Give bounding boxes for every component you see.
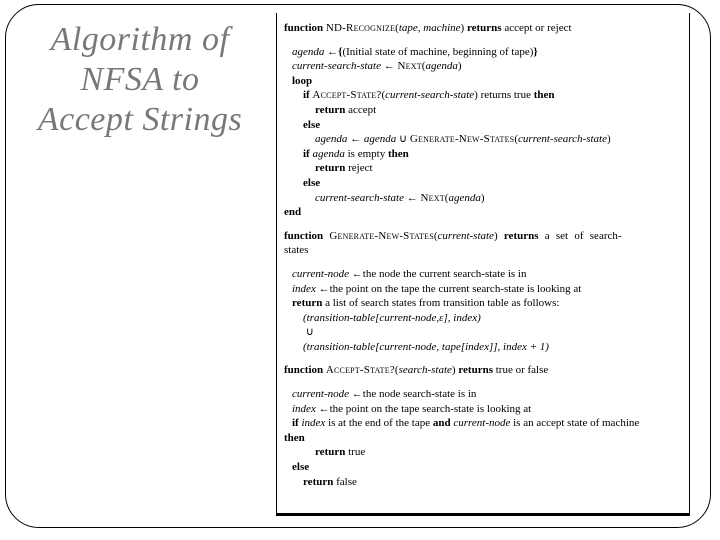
code-line bbox=[292, 267, 684, 282]
algorithm-box bbox=[276, 13, 690, 516]
code-segment: current-search-state bbox=[385, 89, 475, 102]
code-line bbox=[303, 311, 684, 326]
slide-title bbox=[12, 20, 268, 140]
code-segment: then bbox=[284, 431, 305, 444]
title-line: Accept Strings bbox=[37, 101, 243, 138]
code-line bbox=[292, 387, 684, 402]
code-line bbox=[303, 88, 684, 103]
title-line: NFSA to bbox=[80, 61, 200, 98]
code-line bbox=[292, 416, 684, 431]
code-segment: is an accept state of machine bbox=[510, 417, 640, 430]
code-line bbox=[292, 402, 684, 417]
code-segment: Next bbox=[420, 191, 445, 204]
code-line bbox=[284, 243, 684, 258]
code-segment: else bbox=[292, 461, 310, 474]
code-segment: ← bbox=[381, 60, 398, 73]
code-segment: agenda bbox=[292, 45, 325, 58]
code-segment: current-search-state bbox=[518, 133, 607, 146]
code-segment: index bbox=[292, 282, 316, 295]
code-line bbox=[292, 282, 684, 297]
code-segment: false bbox=[336, 475, 357, 488]
code-segment: end bbox=[284, 206, 302, 219]
code-line bbox=[315, 132, 684, 147]
code-segment: current-search-state bbox=[292, 60, 381, 73]
code-segment: and bbox=[432, 417, 451, 430]
code-segment: current-state bbox=[437, 229, 494, 242]
code-segment: Generate-New-States bbox=[329, 229, 434, 242]
code-segment: if bbox=[303, 89, 313, 102]
code-line bbox=[284, 205, 684, 220]
code-segment: (transition-table[current-node, tape[index]], index + 1) bbox=[303, 340, 549, 353]
code-line bbox=[292, 45, 684, 60]
code-segment: if bbox=[292, 417, 302, 430]
title-line: Algorithm of bbox=[50, 21, 230, 58]
code-segment: else bbox=[303, 118, 321, 131]
code-segment: ∪ bbox=[396, 133, 410, 146]
code-line bbox=[284, 229, 684, 244]
code-segment: agenda bbox=[448, 191, 481, 204]
code-line bbox=[303, 475, 684, 490]
code-line bbox=[303, 176, 684, 191]
code-segment: ) bbox=[480, 191, 485, 204]
code-segment: agenda bbox=[312, 147, 345, 160]
code-segment: ← bbox=[404, 191, 421, 204]
code-segment: agenda bbox=[315, 133, 348, 146]
code-segment: ) bbox=[607, 133, 611, 146]
code-line bbox=[303, 325, 684, 340]
code-segment: then bbox=[533, 89, 555, 102]
code-segment: ( bbox=[395, 22, 399, 34]
code-segment: ←the node the current search-state is in bbox=[349, 267, 527, 280]
code-segment: (transition-table[current-node,ε], index) bbox=[303, 311, 481, 324]
code-segment: current-node bbox=[453, 417, 511, 430]
code-segment: ← bbox=[347, 133, 364, 146]
code-segment: then bbox=[387, 147, 409, 160]
code-segment: return bbox=[315, 446, 349, 459]
code-segment: function bbox=[284, 229, 330, 242]
code-segment: ←the point on the tape search-state is looking at bbox=[315, 402, 532, 415]
code-line bbox=[303, 147, 684, 162]
code-segment: a list of search states from transition table as follows: bbox=[325, 297, 560, 310]
code-segment: is empty bbox=[344, 147, 388, 160]
code-segment: Accept-State? bbox=[325, 364, 395, 377]
code-segment: ( bbox=[433, 229, 438, 242]
code-line bbox=[292, 296, 684, 311]
code-line bbox=[284, 363, 684, 378]
code-segment: states bbox=[284, 244, 309, 257]
code-segment: index bbox=[292, 402, 316, 415]
code-segment: current-node bbox=[292, 388, 350, 401]
code-segment: function bbox=[284, 364, 326, 377]
code-segment: return bbox=[315, 103, 349, 116]
code-line bbox=[315, 191, 684, 206]
code-segment: ) bbox=[451, 364, 459, 377]
code-segment: return bbox=[292, 297, 326, 310]
code-segment: returns bbox=[466, 22, 502, 34]
code-segment: ←the node search-state is in bbox=[349, 388, 477, 401]
code-segment: ( bbox=[514, 133, 518, 146]
code-segment: is at the end of the tape bbox=[325, 417, 433, 430]
code-segment: ( bbox=[381, 89, 386, 102]
algorithm-code bbox=[277, 13, 689, 489]
code-segment: tape, machine bbox=[398, 22, 461, 34]
code-segment: ) bbox=[457, 60, 462, 73]
code-segment: ) bbox=[460, 22, 467, 34]
code-segment: reject bbox=[348, 162, 373, 175]
code-segment: returns bbox=[458, 364, 493, 377]
code-segment: index bbox=[301, 417, 326, 430]
code-segment: Next bbox=[397, 60, 422, 73]
code-segment: current-node bbox=[292, 267, 350, 280]
code-line bbox=[292, 460, 684, 475]
code-line bbox=[315, 103, 684, 118]
code-segment: accept bbox=[348, 103, 377, 116]
code-segment: ) bbox=[493, 229, 504, 242]
code-segment: ) returns true bbox=[474, 89, 534, 102]
code-segment: agenda bbox=[363, 133, 397, 146]
code-segment: loop bbox=[292, 74, 313, 87]
code-segment: a set of search- bbox=[538, 229, 622, 242]
code-line bbox=[303, 118, 684, 133]
code-line bbox=[292, 74, 684, 89]
code-segment: return bbox=[303, 475, 337, 488]
code-segment: ( bbox=[394, 364, 399, 377]
code-segment: if bbox=[303, 147, 313, 160]
code-segment: { bbox=[338, 45, 343, 58]
code-line bbox=[292, 59, 684, 74]
code-line bbox=[315, 161, 684, 176]
code-line bbox=[315, 445, 684, 460]
code-segment: current-search-state bbox=[315, 191, 404, 204]
code-line bbox=[303, 340, 684, 355]
code-segment: search-state bbox=[398, 364, 452, 377]
code-segment: true bbox=[348, 446, 366, 459]
code-segment: ∪ bbox=[303, 326, 314, 339]
code-segment: accept or reject bbox=[501, 22, 572, 34]
code-segment: ( bbox=[444, 191, 449, 204]
code-segment: } bbox=[533, 45, 538, 58]
code-segment: (Initial state of machine, beginning of tape) bbox=[342, 45, 534, 58]
code-line bbox=[284, 21, 684, 36]
code-segment: returns bbox=[503, 229, 539, 242]
code-segment: ( bbox=[421, 60, 426, 73]
code-line bbox=[284, 431, 684, 446]
code-segment: Generate-New-States bbox=[409, 133, 515, 146]
code-segment: ND-Recognize bbox=[325, 22, 396, 34]
code-segment: Accept-State? bbox=[312, 89, 382, 102]
code-segment: else bbox=[303, 176, 321, 189]
code-segment: ←the point on the tape the current search-state is looking at bbox=[315, 282, 582, 295]
code-segment: ← bbox=[324, 45, 339, 58]
code-segment: return bbox=[315, 162, 349, 175]
code-segment: agenda bbox=[425, 60, 458, 73]
code-segment: true or false bbox=[492, 364, 549, 377]
code-segment: function bbox=[284, 22, 326, 34]
